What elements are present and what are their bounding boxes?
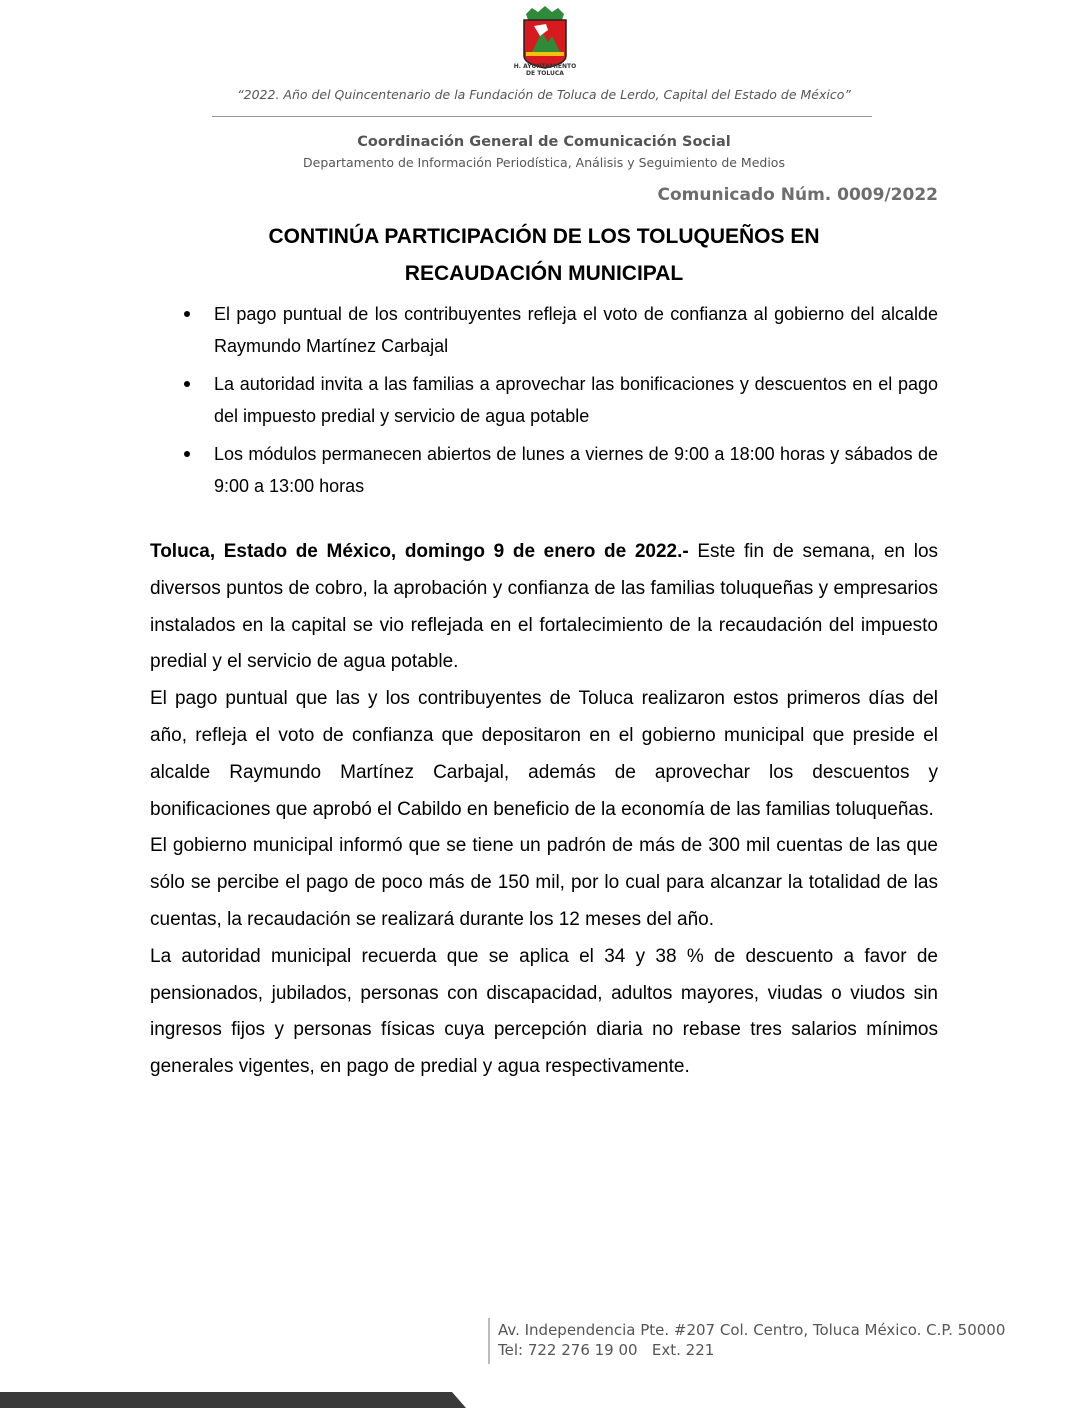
footer-phone-line bbox=[498, 1340, 1005, 1360]
department-subtitle: Departamento de Información Periodística, Análisis y Seguimiento de Medios bbox=[303, 155, 785, 170]
shield-base-band bbox=[526, 52, 564, 56]
summary-bullets bbox=[150, 298, 938, 508]
article-body bbox=[150, 534, 938, 1086]
headline bbox=[150, 218, 938, 292]
bullet-text: La autoridad invita a las familias a aprovechar las bonificaciones y descuentos en el pago del impuesto predial y servicio de agua potable bbox=[214, 374, 938, 426]
logo-caption-line1: H. AYUNTAMIENTO bbox=[513, 63, 577, 70]
bullet-item bbox=[150, 438, 938, 502]
footer-address: Av. Independencia Pte. #207 Col. Centro, Toluca México. C.P. 50000 bbox=[498, 1321, 1006, 1339]
bullet-icon bbox=[184, 311, 190, 317]
footer-extension: Ext. 221 bbox=[651, 1341, 715, 1359]
footer-phone: Tel: 722 276 19 00 bbox=[498, 1341, 638, 1359]
footer-divider bbox=[488, 1318, 490, 1364]
paragraph-3: El gobierno municipal informó que se tiene un padrón de más de 300 mil cuentas de las que sólo se percibe el pago de poco más de 150 mil, por lo cual para alcanzar la totalidad de las cuentas, la recaudación se realizará durante los 12 meses del año. bbox=[150, 835, 938, 930]
bullet-icon bbox=[184, 381, 190, 387]
communique-number: Comunicado Núm. 0009/2022 bbox=[657, 185, 938, 205]
header-divider bbox=[212, 116, 872, 117]
crown-shape bbox=[526, 6, 564, 20]
logo-caption-line2: DE TOLUCA bbox=[526, 70, 564, 77]
bullet-text: El pago puntual de los contribuyentes refleja el voto de confianza al gobierno del alcalde Raymundo Martínez Carbajal bbox=[214, 304, 938, 356]
coordination-title: Coordinación General de Comunicación Social bbox=[357, 134, 731, 150]
logo-caption bbox=[496, 63, 594, 77]
footer-contact bbox=[498, 1320, 1005, 1360]
dateline: Toluca, Estado de México, domingo 9 de enero de 2022.- bbox=[150, 541, 689, 562]
bullet-icon bbox=[184, 451, 190, 457]
motto: “2022. Año del Quincentenario de la Fundación de Toluca de Lerdo, Capital del Estado de México” bbox=[237, 87, 851, 102]
footer-band bbox=[0, 1386, 1088, 1408]
bullet-text: Los módulos permanecen abiertos de lunes a viernes de 9:00 a 18:00 horas y sábados de 9:00 a 13:00 horas bbox=[214, 444, 938, 496]
bullet-item bbox=[150, 298, 938, 362]
paragraph-1 bbox=[150, 534, 938, 681]
paragraph-1-text: Este fin de semana, en los diversos puntos de cobro, la aprobación y confianza de las familias toluqueñas y empresarios instalados en la capital se vio reflejada en el fortalecimiento de la recaudación del impuesto predial y el servicio de agua potable. bbox=[150, 541, 939, 673]
paragraph-2: El pago puntual que las y los contribuyentes de Toluca realizaron estos primeros días del año, refleja el voto de confianza que depositaron en el gobierno municipal que preside el alcalde Raymundo Martínez Carbajal, además de aprovechar los descuentos y bonificaciones que aprobó el Cabildo en beneficio de la economía de las familias toluqueñas. bbox=[150, 688, 938, 820]
headline-line2: RECAUDACIÓN MUNICIPAL bbox=[404, 262, 684, 285]
headline-line1: CONTINÚA PARTICIPACIÓN DE LOS TOLUQUEÑOS EN bbox=[268, 225, 820, 248]
paragraph-4: La autoridad municipal recuerda que se aplica el 34 y 38 % de descuento a favor de pensionados, jubilados, personas con discapacidad, adultos mayores, viudas o viudos sin ingresos fijos y personas físicas cuya percepción diaria no rebase tres salarios mínimos generales vigentes, en pago de predial y agua respectivamente. bbox=[150, 945, 938, 1078]
bullet-item bbox=[150, 368, 938, 432]
footer-band-shape bbox=[0, 1392, 466, 1408]
